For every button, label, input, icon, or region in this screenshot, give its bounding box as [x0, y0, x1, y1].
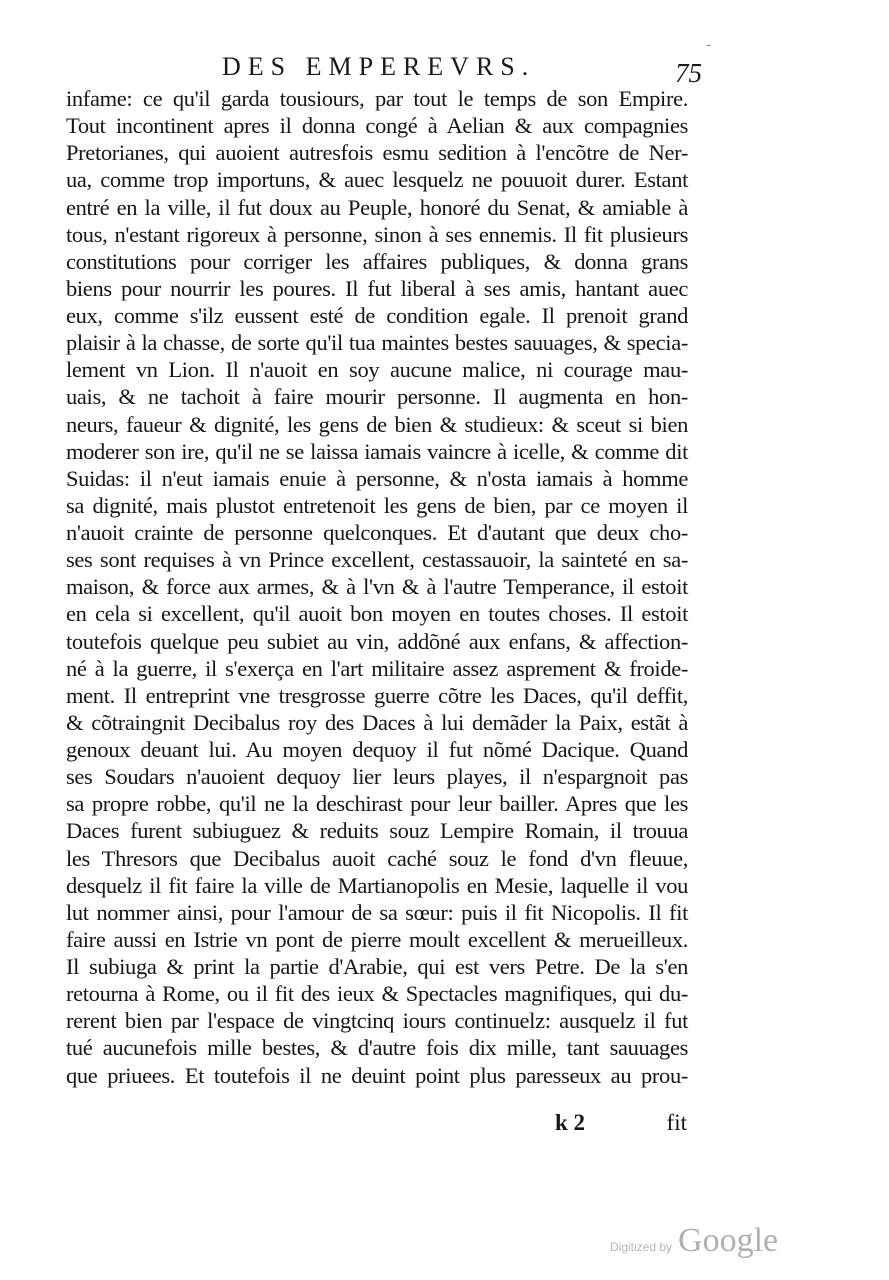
text-line: tué aucunefois mille bestes, & d'autre fois dix mille, tant sauuages — [66, 1035, 688, 1061]
text-line: Pretorianes, qui auoient autresfois esmu sedition à l'encõtre de Ner- — [66, 140, 688, 166]
page-number: 75 — [675, 58, 702, 88]
text-line: infame: ce qu'il garda tousiours, par tout le temps de son Empire. — [66, 86, 688, 111]
text-line: neurs, faueur & dignité, les gens de bien & studieux: & sceut si bien — [66, 411, 688, 437]
text-line: sa dignité, mais plustot entretenoit les gens de bien, par ce moyen il — [66, 492, 688, 518]
watermark-prefix: Digitized by — [610, 1240, 673, 1254]
text-line: que priuees. Et toutefois il ne deuint point plus paresseux au prou- — [66, 1062, 688, 1088]
google-logo: Google — [678, 1222, 779, 1259]
text-line: eux, comme s'ilz eussent esté de condition egale. Il prenoit grand — [66, 303, 688, 328]
text-line: lut nommer ainsi, pour l'amour de sa sœur: puis il fit Nicopolis. Il fit — [66, 899, 688, 925]
catchword: fit — [666, 1110, 687, 1135]
text-line: moderer son ire, qu'il ne se laissa iamais vaincre à icelle, & comme dit — [66, 438, 688, 464]
text-line: entré en la ville, il fut doux au Peuple, honoré du Senat, & amiable à — [66, 194, 688, 220]
catchline — [555, 1110, 687, 1136]
text-line: Daces furent subiuguez & reduits souz Lempire Romain, il trouua — [66, 818, 688, 844]
text-line: né à la guerre, il s'exerça en l'art militaire assez asprement & froide- — [66, 655, 688, 681]
text-line: faire aussi en Istrie vn pont de pierre moult excellent & merueilleux. — [66, 926, 688, 952]
text-line: en cela si excellent, qu'il auoit bon moyen en toutes choses. Il estoit — [66, 601, 688, 627]
text-line: ses sont requises à vn Prince excellent, cestassauoir, la sainteté en sa- — [66, 547, 688, 573]
text-line: maison, & force aux armes, & à l'vn & à l'autre Temperance, il estoit — [66, 574, 688, 600]
text-line: rerent bien par l'espace de vingtcinq iours continuelz: ausquelz il fut — [66, 1008, 688, 1034]
digitization-watermark — [610, 1222, 778, 1260]
corner-mark: - — [706, 36, 712, 53]
text-line: Il subiuga & print la partie d'Arabie, qui est vers Petre. De la s'en — [66, 954, 688, 979]
text-line: retourna à Rome, ou il fit des ieux & Spectacles magnifiques, qui du- — [66, 981, 688, 1007]
text-line: uais, & ne tachoit à faire mourir personne. Il augmenta en hon- — [66, 384, 688, 410]
text-line: tous, n'estant rigoreux à personne, sinon à ses ennemis. Il fit plusieurs — [66, 221, 688, 247]
body-text — [66, 85, 688, 1089]
text-line: ua, comme trop importuns, & auec lesquelz ne pouuoit durer. Estant — [66, 167, 688, 193]
text-line: Tout incontinent apres il donna congé à Aelian & aux compagnies — [66, 113, 688, 139]
text-line: desquelz il fit faire la ville de Martianopolis en Mesie, laquelle il vou — [66, 872, 688, 898]
running-title: DES EMPEREVRS. — [222, 52, 536, 81]
text-line: ses Soudars n'auoient dequoy lier leurs playes, il n'espargnoit pas — [66, 764, 688, 790]
text-line: toutefois quelque peu subiet au vin, addõné aux enfans, & affection- — [66, 628, 688, 654]
text-line: biens pour nourrir les poures. Il fut liberal à ses amis, hantant auec — [66, 275, 688, 301]
text-line: les Thresors que Decibalus auoit caché souz le fond d'vn fleuue, — [66, 845, 688, 871]
text-line: genoux deuant lui. Au moyen dequoy il fut nõmé Dacique. Quand — [66, 737, 688, 762]
text-line: ment. Il entreprint vne tresgrosse guerre cõtre les Daces, qu'il deffit, — [66, 682, 688, 708]
signature-mark: k 2 — [555, 1110, 586, 1135]
text-line: plaisir à la chasse, de sorte qu'il tua maintes bestes sauuages, & specia- — [66, 330, 688, 356]
text-line: & cõtraingnit Decibalus roy des Daces à lui demãder la Paix, estãt à — [66, 709, 688, 735]
text-line: lement vn Lion. Il n'auoit en soy aucune malice, ni courage mau- — [66, 357, 688, 383]
text-line: n'auoit crainte de personne quelconques. Et d'autant que deux cho- — [66, 520, 688, 545]
text-line: constitutions pour corriger les affaires publiques, & donna grans — [66, 248, 688, 274]
text-line: Suidas: il n'eut iamais enuie à personne, & n'osta iamais à homme — [66, 465, 688, 491]
text-line: sa propre robbe, qu'il ne la deschirast pour leur bailler. Apres que les — [66, 791, 688, 817]
